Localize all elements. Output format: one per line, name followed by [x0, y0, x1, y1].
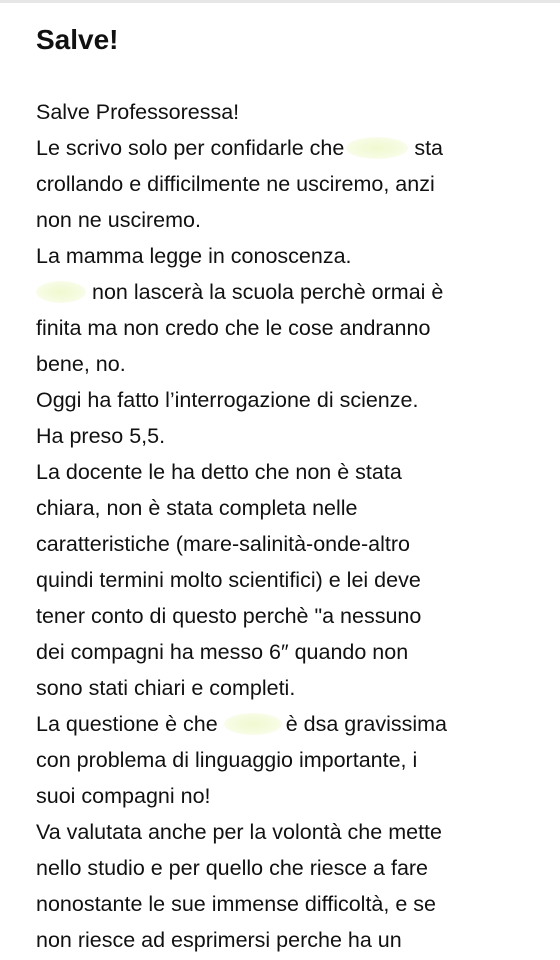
text-line: La mamma legge in conoscenza.: [36, 244, 352, 268]
redacted-name: [224, 713, 282, 735]
text-line: caratteristiche (mare-salinità-onde-altro: [36, 532, 411, 556]
text-line: con problema di linguaggio importante, i: [36, 748, 418, 772]
text-line: nello studio e per quello che riesce a fare: [36, 856, 429, 880]
text-line: bene, no.: [36, 352, 126, 376]
text-line: crollando e difficilmente ne usciremo, anzi: [36, 172, 435, 196]
text-line: [36, 706, 536, 742]
text-segment: sta: [414, 136, 444, 160]
text-line: [36, 130, 536, 166]
text-line: Va valutata anche per la volontà che mette: [36, 820, 442, 844]
text-line: sono stati chiari e completi.: [36, 676, 296, 700]
text-line: Ha preso 5,5.: [36, 424, 166, 448]
redacted-name: [346, 137, 408, 159]
text-line: non ne usciremo.: [36, 208, 201, 232]
top-divider: [0, 0, 560, 3]
text-segment: Le scrivo solo per confidarle che: [36, 136, 345, 160]
text-line: non riesce ad esprimersi perche ha un: [36, 928, 402, 952]
text-segment: La questione è che: [36, 712, 218, 736]
text-line: Oggi ha fatto l’interrogazione di scienze.: [36, 388, 419, 412]
text-line: tener conto di questo perchè "a nessuno: [36, 604, 422, 628]
message-body: [36, 94, 536, 958]
text-segment: è dsa gravissima: [285, 712, 448, 736]
text-line: dei compagni ha messo 6″ quando non: [36, 640, 409, 664]
text-segment: non lascerà la scuola perchè ormai è: [92, 280, 444, 304]
text-line: finita ma non credo che le cose andranno: [36, 316, 431, 340]
page-title: Salve!: [36, 24, 119, 55]
text-line: quindi termini molto scientifici) e lei deve: [36, 568, 421, 592]
text-line: [36, 274, 536, 310]
text-line: La docente le ha detto che non è stata: [36, 460, 402, 484]
redacted-name: [36, 281, 86, 303]
text-line: Salve Professoressa!: [36, 100, 240, 124]
text-line: chiara, non è stata completa nelle: [36, 496, 358, 520]
text-line: suoi compagni no!: [36, 784, 211, 808]
text-line: nonostante le sue immense difficoltà, e se: [36, 892, 436, 916]
